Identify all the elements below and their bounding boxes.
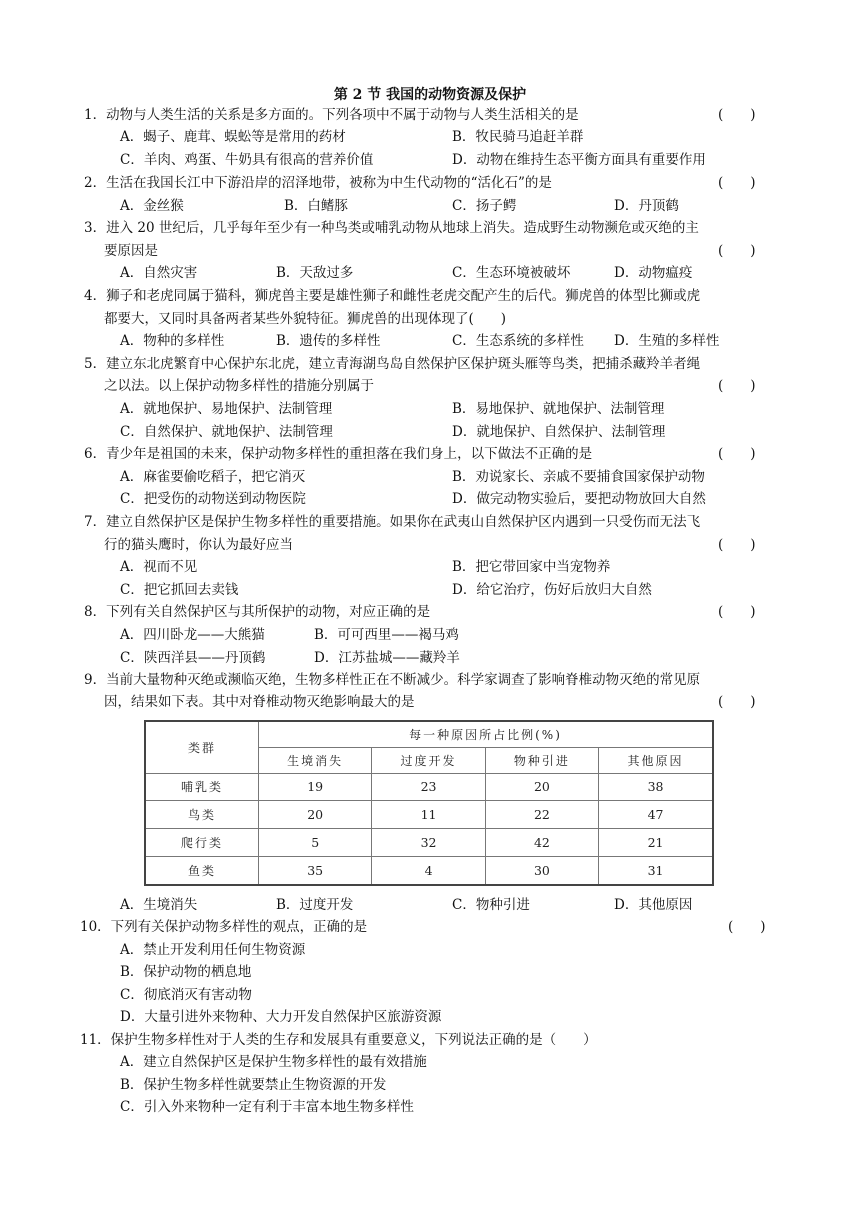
table-cell: 20 xyxy=(485,773,598,801)
q5-option-d: D．就地保护、自然保护、法制管理 xyxy=(452,424,666,440)
question-11-stem: 11．保护生物多样性对于人类的生存和发展具有重要意义，下列说法正确的是（ ） xyxy=(80,1032,597,1048)
table-cell: 32 xyxy=(372,829,485,857)
q10-option-a: A．禁止开发利用任何生物资源 xyxy=(120,942,306,958)
q8-option-d: D．江苏盐城——藏羚羊 xyxy=(314,650,460,666)
question-4-stem-line1: 4．狮子和老虎同属于猫科，狮虎兽主要是雄性狮子和雌性老虎交配产生的后代。狮虎兽的体型比狮或虎 xyxy=(84,288,701,304)
table-cell: 5 xyxy=(259,829,372,857)
table-row-label: 哺乳类 xyxy=(145,773,259,801)
table-cell: 22 xyxy=(485,801,598,829)
q4-option-c: C．生态系统的多样性 xyxy=(452,333,584,349)
q3-option-a: A．自然灾害 xyxy=(120,265,198,281)
q11-option-c: C．引入外来物种一定有利于丰富本地生物多样性 xyxy=(120,1099,414,1115)
table-column-header: 生境消失 xyxy=(259,747,372,773)
question-10-stem: 10．下列有关保护动物多样性的观点，正确的是 xyxy=(80,919,368,935)
table-cell: 31 xyxy=(599,856,713,885)
table-cell: 21 xyxy=(599,829,713,857)
table-group-header: 每一种原因所占比例(%) xyxy=(259,721,714,747)
q11-option-b: B．保护生物多样性就要禁止生物资源的开发 xyxy=(120,1077,387,1093)
question-9-stem-line2: 因，结果如下表。其中对脊椎动物灭绝影响最大的是 xyxy=(104,694,415,710)
q8-option-c: C．陕西洋县——丹顶鹤 xyxy=(120,650,266,666)
page-title: 第 2 节 我国的动物资源及保护 xyxy=(333,87,527,103)
table-cell: 47 xyxy=(599,801,713,829)
q1-option-c: C．羊肉、鸡蛋、牛奶具有很高的营养价值 xyxy=(120,152,374,168)
q10-option-d: D．大量引进外来物种、大力开发自然保护区旅游资源 xyxy=(120,1009,442,1025)
table-row xyxy=(145,773,713,801)
question-5-stem-line1: 5．建立东北虎繁育中心保护东北虎，建立青海湖鸟岛自然保护区保护斑头雁等鸟类，把捕杀藏羚羊者绳 xyxy=(84,356,701,372)
q6-option-a: A．麻雀要偷吃稻子，把它消灭 xyxy=(120,469,306,485)
table-row xyxy=(145,856,713,885)
q5-option-c: C．自然保护、就地保护、法制管理 xyxy=(120,424,333,440)
question-7-stem-line1: 7．建立自然保护区是保护生物多样性的重要措施。如果你在武夷山自然保护区内遇到一只受伤而无法飞 xyxy=(84,514,701,530)
q2-option-a: A．金丝猴 xyxy=(120,198,184,214)
answer-bracket-3: ( ) xyxy=(718,243,756,259)
answer-bracket-10: ( ) xyxy=(728,919,766,935)
table-row xyxy=(145,801,713,829)
answer-bracket-5: ( ) xyxy=(718,378,756,394)
q5-option-a: A．就地保护、易地保护、法制管理 xyxy=(120,401,333,417)
answer-bracket-2: ( ) xyxy=(718,175,756,191)
q8-option-a: A．四川卧龙——大熊猫 xyxy=(120,627,265,643)
answer-bracket-8: ( ) xyxy=(718,604,756,620)
q7-option-b: B．把它带回家中当宠物养 xyxy=(452,559,611,575)
question-1-stem: 1．动物与人类生活的关系是多方面的。下列各项中不属于动物与人类生活相关的是 xyxy=(84,107,579,123)
q4-option-a: A．物种的多样性 xyxy=(120,333,225,349)
q7-option-d: D．给它治疗，伤好后放归大自然 xyxy=(452,582,652,598)
table-corner-header: 类群 xyxy=(145,721,259,773)
q3-option-c: C．生态环境被破坏 xyxy=(452,265,571,281)
q4-option-b: B．遗传的多样性 xyxy=(276,333,381,349)
table-cell: 20 xyxy=(259,801,372,829)
table-cell: 11 xyxy=(372,801,485,829)
table-cell: 23 xyxy=(372,773,485,801)
answer-bracket-6: ( ) xyxy=(718,446,756,462)
q7-option-c: C．把它抓回去卖钱 xyxy=(120,582,239,598)
table-cell: 35 xyxy=(259,856,372,885)
q3-option-b: B．天敌过多 xyxy=(276,265,354,281)
q9-option-b: B．过度开发 xyxy=(276,897,354,913)
q9-option-d: D．其他原因 xyxy=(614,897,693,913)
q6-option-b: B．劝说家长、亲戚不要捕食国家保护动物 xyxy=(452,469,705,485)
q1-option-b: B．牧民骑马追赶羊群 xyxy=(452,129,584,145)
question-2-stem: 2．生活在我国长江中下游沿岸的沼泽地带，被称为中生代动物的“活化石”的是 xyxy=(84,175,552,191)
q3-option-d: D．动物瘟疫 xyxy=(614,265,693,281)
table-cell: 42 xyxy=(485,829,598,857)
question-6-stem: 6．青少年是祖国的未来，保护动物多样性的重担落在我们身上，以下做法不正确的是 xyxy=(84,446,593,462)
q1-option-d: D．动物在维持生态平衡方面具有重要作用 xyxy=(452,152,706,168)
question-8-stem: 8．下列有关自然保护区与其所保护的动物，对应正确的是 xyxy=(84,604,431,620)
table-cell: 4 xyxy=(372,856,485,885)
table-column-header: 物种引进 xyxy=(485,747,598,773)
question-3-stem-line1: 3．进入 20 世纪后，几乎每年至少有一种鸟类或哺乳动物从地球上消失。造成野生动物濒危或灭绝的主 xyxy=(84,220,699,236)
q9-option-a: A．生境消失 xyxy=(120,897,198,913)
question-9-stem-line1: 9．当前大量物种灭绝或濒临灭绝，生物多样性正在不断减少。科学家调查了影响脊椎动物灭绝的常见原 xyxy=(84,672,701,688)
q6-option-d: D．做完动物实验后，要把动物放回大自然 xyxy=(452,491,706,507)
table-cell: 30 xyxy=(485,856,598,885)
answer-bracket-1: ( ) xyxy=(718,107,756,123)
question-4-stem-line2: 都要大，又同时具备两者某些外貌特征。狮虎兽的出现体现了( ) xyxy=(104,311,507,327)
q2-option-c: C．扬子鳄 xyxy=(452,198,517,214)
q2-option-b: B．白鳍豚 xyxy=(284,198,348,214)
table-row-label: 鸟类 xyxy=(145,801,259,829)
q7-option-a: A．视而不见 xyxy=(120,559,198,575)
table-cell: 38 xyxy=(599,773,713,801)
q11-option-a: A．建立自然保护区是保护生物多样性的最有效措施 xyxy=(120,1054,427,1070)
table-cell: 19 xyxy=(259,773,372,801)
q6-option-c: C．把受伤的动物送到动物医院 xyxy=(120,491,306,507)
question-7-stem-line2: 行的猫头鹰时，你认为最好应当 xyxy=(104,537,293,553)
question-3-stem-line2: 要原因是 xyxy=(104,243,158,259)
table-row-label: 鱼类 xyxy=(145,856,259,885)
q10-option-c: C．彻底消灭有害动物 xyxy=(120,987,252,1003)
table-row xyxy=(145,829,713,857)
q5-option-b: B．易地保护、就地保护、法制管理 xyxy=(452,401,665,417)
extinction-causes-table xyxy=(144,720,714,886)
table-row-label: 爬行类 xyxy=(145,829,259,857)
q1-option-a: A．蝎子、鹿茸、蜈蚣等是常用的药材 xyxy=(120,129,346,145)
q8-option-b: B．可可西里——褐马鸡 xyxy=(314,627,459,643)
q2-option-d: D．丹顶鹤 xyxy=(614,198,679,214)
q10-option-b: B．保护动物的栖息地 xyxy=(120,964,252,980)
table-column-header: 其他原因 xyxy=(599,747,713,773)
answer-bracket-7: ( ) xyxy=(718,537,756,553)
q9-option-c: C．物种引进 xyxy=(452,897,530,913)
table-column-header: 过度开发 xyxy=(372,747,485,773)
question-5-stem-line2: 之以法。以上保护动物多样性的措施分别属于 xyxy=(104,378,374,394)
q4-option-d: D．生殖的多样性 xyxy=(614,333,720,349)
answer-bracket-9: ( ) xyxy=(718,694,756,710)
